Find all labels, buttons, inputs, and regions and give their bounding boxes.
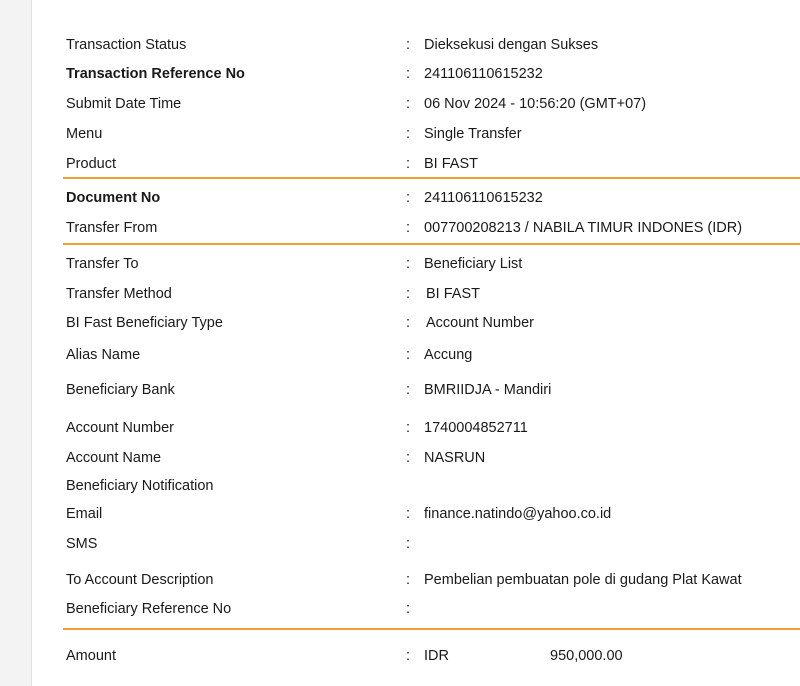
- value-beneficiary-bank: BMRIIDJA - Mandiri: [424, 382, 552, 398]
- label-sms: SMS: [66, 536, 98, 552]
- colon: :: [406, 156, 411, 172]
- label-account-number: Account Number: [66, 420, 174, 436]
- value-transaction-reference-no: 241106110615232: [424, 66, 543, 82]
- colon: :: [406, 648, 411, 664]
- colon: :: [406, 126, 411, 142]
- colon: :: [406, 66, 411, 82]
- label-amount: Amount: [66, 648, 116, 664]
- colon: :: [406, 37, 411, 53]
- label-product: Product: [66, 156, 116, 172]
- colon: :: [406, 190, 411, 206]
- label-document-no: Document No: [66, 190, 161, 206]
- value-menu: Single Transfer: [424, 126, 522, 142]
- label-bi-fast-beneficiary-type: BI Fast Beneficiary Type: [66, 315, 223, 331]
- colon: :: [406, 347, 411, 363]
- colon: :: [406, 315, 411, 331]
- value-product: BI FAST: [424, 156, 478, 172]
- colon: :: [406, 450, 411, 466]
- value-transfer-method: BI FAST: [426, 286, 480, 302]
- colon: :: [406, 96, 411, 112]
- label-email: Email: [66, 506, 103, 522]
- value-submit-date-time: 06 Nov 2024 - 10:56:20 (GMT+07): [424, 96, 647, 112]
- label-beneficiary-notification: Beneficiary Notification: [66, 478, 214, 494]
- value-to-account-description: Pembelian pembuatan pole di gudang Plat Kawat: [424, 572, 742, 588]
- label-submit-date-time: Submit Date Time: [66, 96, 182, 112]
- label-transaction-status: Transaction Status: [66, 37, 187, 53]
- label-beneficiary-bank: Beneficiary Bank: [66, 382, 175, 398]
- label-transfer-to: Transfer To: [66, 256, 139, 272]
- amount-currency: IDR: [424, 648, 449, 664]
- colon: :: [406, 220, 411, 236]
- value-document-no: 241106110615232: [424, 190, 543, 206]
- value-email: finance.natindo@yahoo.co.id: [424, 506, 612, 522]
- label-transfer-from: Transfer From: [66, 220, 158, 236]
- colon: :: [406, 572, 411, 588]
- colon: :: [406, 506, 411, 522]
- value-account-name: NASRUN: [424, 450, 486, 466]
- section-divider: [63, 628, 800, 630]
- value-transfer-from: 007700208213 / NABILA TIMUR INDONES (IDR): [424, 220, 743, 236]
- label-transaction-reference-no: Transaction Reference No: [66, 66, 245, 82]
- transaction-detail-panel: [31, 0, 800, 686]
- label-menu: Menu: [66, 126, 103, 142]
- label-account-name: Account Name: [66, 450, 162, 466]
- value-transaction-status: Dieksekusi dengan Sukses: [424, 37, 599, 53]
- value-bi-fast-beneficiary-type: Account Number: [426, 315, 534, 331]
- value-account-number: 1740004852711: [424, 420, 528, 436]
- label-beneficiary-reference-no: Beneficiary Reference No: [66, 601, 232, 617]
- colon: :: [406, 256, 411, 272]
- colon: :: [406, 420, 411, 436]
- section-divider: [63, 243, 800, 245]
- value-alias-name: Accung: [424, 347, 473, 363]
- amount-value: 950,000.00: [550, 648, 623, 664]
- label-to-account-description: To Account Description: [66, 572, 214, 588]
- colon: :: [406, 536, 411, 552]
- section-divider: [63, 177, 800, 179]
- label-transfer-method: Transfer Method: [66, 286, 172, 302]
- colon: :: [406, 382, 411, 398]
- colon: :: [406, 286, 411, 302]
- label-alias-name: Alias Name: [66, 347, 141, 363]
- value-transfer-to: Beneficiary List: [424, 256, 523, 272]
- colon: :: [406, 601, 411, 617]
